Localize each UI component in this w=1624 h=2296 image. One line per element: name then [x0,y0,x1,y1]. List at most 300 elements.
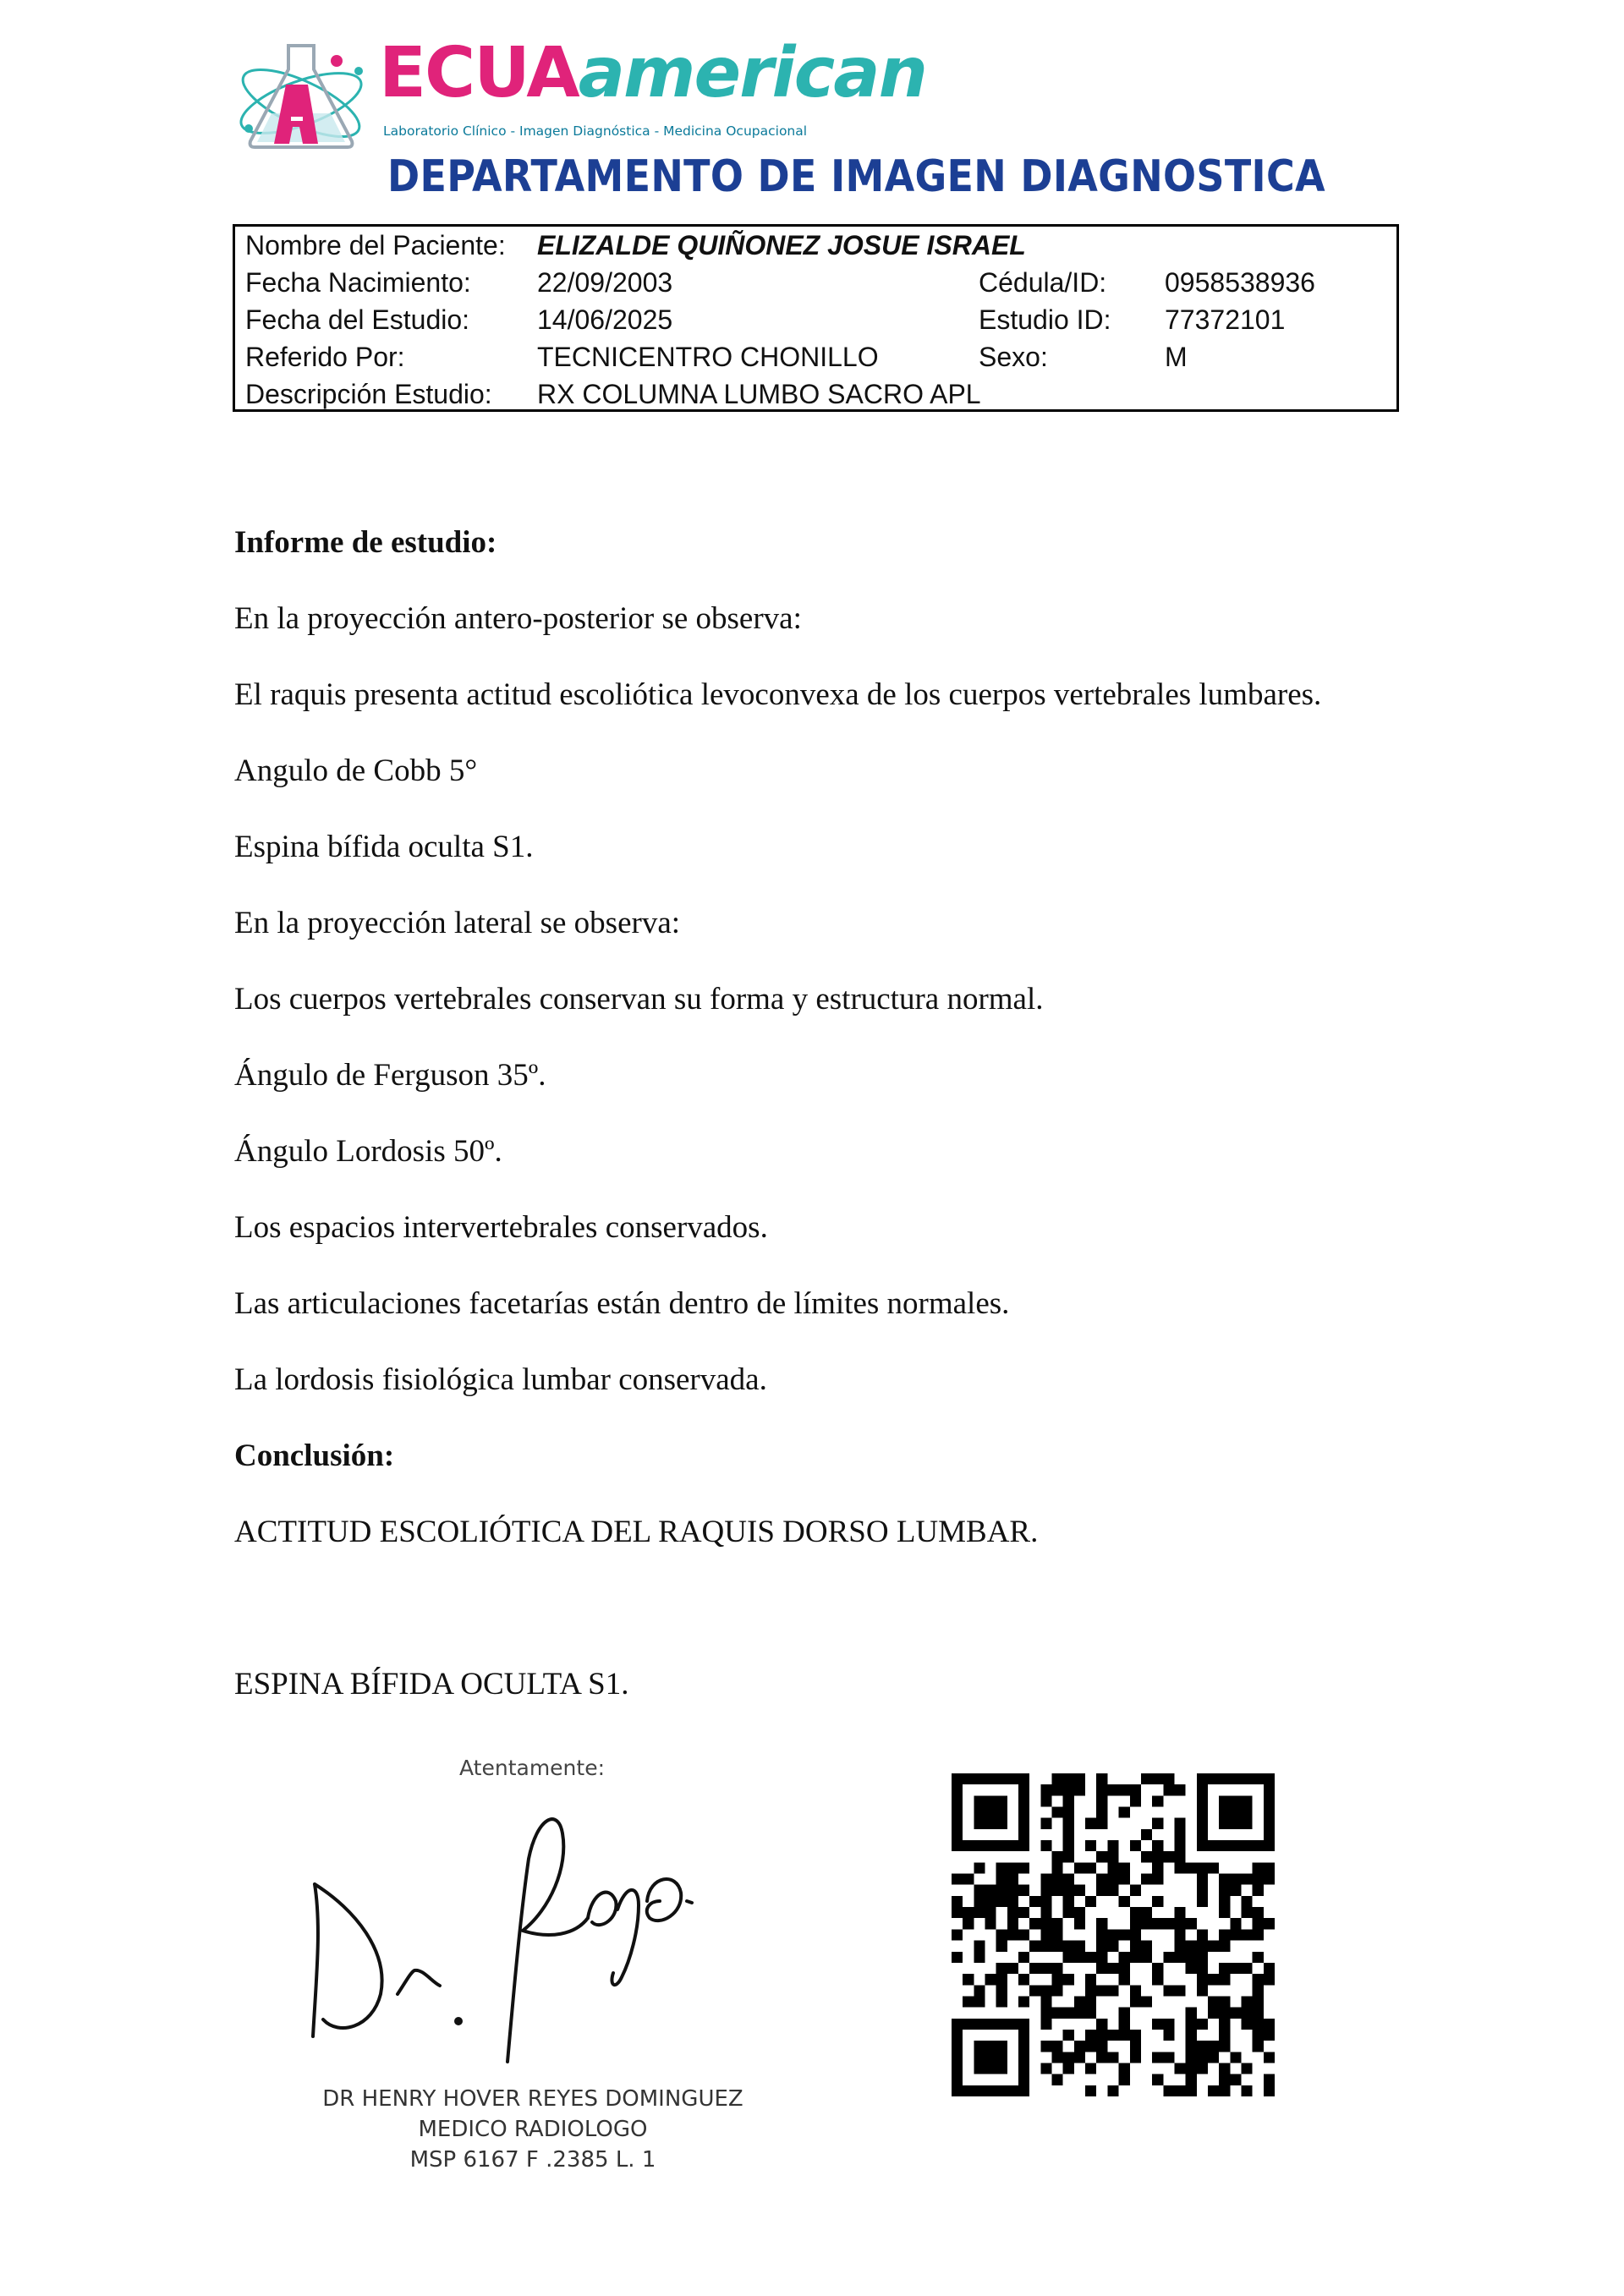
qr-module [1096,2019,1107,2030]
qr-module [1219,1996,1230,2007]
qr-module [1096,2052,1107,2063]
qr-module [1253,1773,1264,1784]
department-title: DEPARTAMENTO DE IMAGEN DIAGNOSTICA [387,151,1325,202]
qr-module [1074,1862,1085,1873]
qr-module [1141,1996,1152,2007]
patient-name-row [235,227,1396,264]
qr-module [996,2019,1007,2030]
qr-module [1141,1941,1152,1952]
qr-module [1007,1918,1018,1929]
qr-module [974,1985,985,1996]
qr-module [1219,2063,1230,2074]
handwritten-signature [304,1783,778,2087]
qr-module [1152,1862,1163,1873]
qr-module [996,1773,1007,1784]
report-line: Espina bífida oculta S1. [234,830,534,864]
qr-module [985,2041,996,2052]
qr-module [1063,2052,1074,2063]
qr-module [1130,1918,1141,1929]
qr-module [996,1885,1007,1896]
qr-module [1007,1840,1018,1851]
qr-module [1063,1773,1074,1784]
qr-module [1085,1840,1096,1851]
qr-module [1264,1818,1275,1829]
qr-module [1085,1974,1096,1985]
qr-module [996,1862,1007,1873]
report-line: En la proyección antero-posterior se observa: [234,601,802,636]
qr-module [1096,1941,1107,1952]
qr-module [1253,1974,1264,1985]
qr-module [1174,1907,1185,1918]
qr-module [1163,1851,1174,1862]
qr-module [1186,1963,1197,1974]
qr-module [1253,1874,1264,1885]
qr-module [1130,2041,1141,2052]
qr-module [1219,1795,1230,1806]
qr-module [1219,1896,1230,1907]
lab-flask-atom-icon [233,36,381,162]
qr-module [996,1985,1007,1996]
qr-module [1040,2063,1051,2074]
qr-module [1186,2074,1197,2085]
qr-module [996,1807,1007,1818]
qr-module [1130,1985,1141,1996]
qr-module [1119,1963,1130,1974]
qr-module [1152,1773,1163,1784]
qr-module [1197,1896,1208,1907]
qr-module [1040,1874,1051,1885]
qr-module [1063,1807,1074,1818]
qr-module [1163,2019,1174,2030]
qr-module [1241,1929,1252,1940]
qr-module [1052,1985,1063,1996]
qr-module [1018,1952,1029,1963]
sex-value: M [1165,342,1188,372]
qr-module [1219,1974,1230,1985]
qr-module [1219,1907,1230,1918]
qr-module [1253,1885,1264,1896]
qr-module [1063,1851,1074,1862]
qr-module [1219,1929,1230,1940]
qr-module [1063,2030,1074,2041]
qr-module [1040,1941,1051,1952]
description-value: RX COLUMNA LUMBO SACRO APL [537,379,981,409]
qr-module [1141,1773,1152,1784]
qr-module [996,1840,1007,1851]
qr-module [1018,2063,1029,2074]
qr-module [1107,2085,1118,2096]
qr-module [1264,1974,1275,1985]
qr-module [974,1818,985,1829]
qr-module [1096,1885,1107,1896]
qr-module [996,1963,1007,1974]
qr-module [1107,1784,1118,1795]
qr-module [1253,2030,1264,2041]
qr-module [996,1896,1007,1907]
brand-name-part1: ECUA [379,33,579,113]
description-row [235,375,1396,413]
qr-code-icon [952,1773,1275,2096]
qr-module [1186,2052,1197,2063]
qr-module [1174,1784,1185,1795]
qr-module [1007,1963,1018,1974]
qr-module [1186,1952,1197,1963]
qr-module [1230,1807,1241,1818]
qr-module [1174,1851,1185,1862]
qr-module [1096,1874,1107,1885]
qr-module [1253,2019,1264,2030]
qr-module [1174,1840,1185,1851]
qr-module [952,1840,963,1851]
qr-module [963,1918,974,1929]
qr-module [985,2085,996,2096]
qr-module [1074,1907,1085,1918]
qr-module [1241,1807,1252,1818]
qr-module [1186,2019,1197,2030]
qr-module [1141,1952,1152,1963]
qr-module [1063,1795,1074,1806]
qr-module [1197,1963,1208,1974]
patient-name-value: ELIZALDE QUIÑONEZ JOSUE ISRAEL [537,230,1026,260]
qr-module [1186,1862,1197,1873]
qr-module [1107,1874,1118,1885]
qr-module [963,1773,974,1784]
qr-module [1197,1985,1208,1996]
id-label: Cédula/ID: [979,267,1107,298]
qr-module [1119,2019,1130,2030]
qr-module [1074,1996,1085,2007]
qr-module [952,2052,963,2063]
qr-module [1174,1918,1185,1929]
qr-module [1241,2063,1252,2074]
qr-module [1085,1896,1096,1907]
qr-module [1040,1907,1051,1918]
qr-module [1052,2074,1063,2085]
qr-module [1074,1918,1085,1929]
qr-module [1040,1795,1051,1806]
qr-module [1119,1807,1130,1818]
qr-module [1018,1885,1029,1896]
qr-module [1107,1851,1118,1862]
qr-module [974,2019,985,2030]
qr-module [1186,1918,1197,1929]
qr-module [1063,1896,1074,1907]
qr-module [985,1773,996,1784]
qr-module [1085,1862,1096,1873]
qr-module [1152,1840,1163,1851]
qr-module [1096,1773,1107,1784]
qr-module [1052,1851,1063,1862]
qr-module [1096,1795,1107,1806]
qr-module [1018,2019,1029,2030]
report-body [234,524,1503,1742]
qr-module [1141,1907,1152,1918]
qr-module [1230,1963,1241,1974]
qr-module [1040,1985,1051,1996]
qr-module [996,2041,1007,2052]
qr-module [1074,1784,1085,1795]
report-line: Las articulaciones facetarías están dentro de límites normales. [234,1286,1010,1321]
qr-module [1063,1840,1074,1851]
qr-module [1230,1929,1241,1940]
qr-module [952,1907,963,1918]
qr-module [1074,1773,1085,1784]
qr-module [952,1784,963,1795]
qr-module [1241,1818,1252,1829]
qr-module [996,1795,1007,1806]
report-line: El raquis presenta actitud escoliótica levoconvexa de los cuerpos vertebrales lumbares. [234,677,1322,712]
qr-module [1018,1807,1029,1818]
qr-module [1230,1795,1241,1806]
qr-module [1197,1862,1208,1873]
qr-module [1253,1929,1264,1940]
qr-module [1141,1851,1152,1862]
study-date-row [235,301,1396,338]
qr-module [985,2063,996,2074]
qr-module [1163,1918,1174,1929]
report-line: Angulo de Cobb 5° [234,753,478,788]
qr-module [952,1829,963,1840]
qr-module [1241,1996,1252,2007]
qr-module [963,1907,974,1918]
patient-name-label: Nombre del Paciente: [245,230,506,260]
qr-module [1197,1773,1208,1784]
qr-module [1018,1907,1029,1918]
qr-module [1130,1795,1141,1806]
qr-module [1085,2041,1096,2052]
qr-module [1130,2052,1141,2063]
qr-module [1264,1829,1275,1840]
qr-module [1074,2052,1085,2063]
qr-module [1174,1862,1185,1873]
qr-module [1040,1840,1051,1851]
birth-date-label: Fecha Nacimiento: [245,267,471,298]
report-title: Informe de estudio: [234,525,497,560]
qr-module [1096,1851,1107,1862]
qr-module [1219,1963,1230,1974]
qr-module [963,2085,974,2096]
qr-module [1253,1862,1264,1873]
qr-module [1130,1996,1141,2007]
qr-module [1197,1818,1208,1829]
qr-module [1052,2008,1063,2019]
qr-module [1174,2085,1185,2096]
qr-module [1040,1885,1051,1896]
qr-module [1219,1874,1230,1885]
qr-module [1208,1862,1219,1873]
qr-module [1241,1907,1252,1918]
qr-module [1052,1885,1063,1896]
qr-module [1241,1896,1252,1907]
qr-module [1163,1985,1174,1996]
qr-module [952,1807,963,1818]
qr-module [1029,1941,1040,1952]
qr-module [1063,1829,1074,1840]
qr-module [1197,1840,1208,1851]
qr-module [1174,1829,1185,1840]
qr-module [1063,1907,1074,1918]
qr-module [952,2074,963,2085]
qr-module [1074,1941,1085,1952]
qr-module [1040,2019,1051,2030]
qr-module [1007,2085,1018,2096]
qr-module [1063,2008,1074,2019]
report-line: La lordosis fisiológica lumbar conservada. [234,1362,767,1397]
qr-module [1152,2052,1163,2063]
qr-module [1163,1784,1174,1795]
qr-module [1119,1896,1130,1907]
qr-module [1007,1896,1018,1907]
qr-module [1096,1985,1107,1996]
qr-module [985,1885,996,1896]
qr-module [1096,1963,1107,1974]
birth-date-row [235,264,1396,301]
qr-module [1063,1974,1074,1985]
qr-module [1253,1985,1264,1996]
qr-module [1007,1907,1018,1918]
qr-module [1219,2030,1230,2041]
qr-module [1264,2074,1275,2085]
qr-module [1264,1862,1275,1873]
qr-module [1264,1784,1275,1795]
qr-module [1208,2008,1219,2019]
qr-module [1264,2052,1275,2063]
qr-module [1074,1885,1085,1896]
qr-module [1107,1963,1118,1974]
qr-module [1219,1818,1230,1829]
qr-module [1264,2019,1275,2030]
qr-module [1119,2008,1130,2019]
qr-module [1040,1818,1051,1829]
qr-module [1063,1818,1074,1829]
qr-module [974,2052,985,2063]
qr-module [952,2041,963,2052]
qr-module [1219,1941,1230,1952]
qr-module [985,1840,996,1851]
qr-module [1174,1929,1185,1940]
qr-module [1018,1795,1029,1806]
qr-module [1018,1929,1029,1940]
qr-module [1063,1885,1074,1896]
qr-module [1152,2019,1163,2030]
qr-module [1208,1996,1219,2007]
qr-module [1007,1862,1018,1873]
qr-module [1219,2085,1230,2096]
qr-module [985,1907,996,1918]
qr-module [1085,2030,1096,2041]
qr-module [1230,1918,1241,1929]
qr-module [952,1896,963,1907]
qr-module [1018,1829,1029,1840]
qr-module [1230,1818,1241,1829]
qr-module [1208,1941,1219,1952]
qr-module [952,1874,963,1885]
qr-module [1040,1896,1051,1907]
qr-module [1096,2041,1107,2052]
qr-module [1219,2074,1230,2085]
referred-label: Referido Por: [245,342,405,372]
report-line: Los espacios intervertebrales conservados. [234,1210,768,1245]
qr-module [1163,2085,1174,2096]
qr-module [1197,1807,1208,1818]
qr-module [1029,1963,1040,1974]
qr-module [1230,2052,1241,2063]
qr-module [952,1795,963,1806]
qr-module [1186,2008,1197,2019]
qr-module [1040,2008,1051,2019]
qr-module [1007,2019,1018,2030]
qr-module [1052,1862,1063,1873]
qr-module [1208,1773,1219,1784]
brand-name-part2: american [578,33,926,113]
qr-module [1096,1918,1107,1929]
qr-module [1197,1952,1208,1963]
qr-module [1119,1862,1130,1873]
qr-module [1107,1862,1118,1873]
qr-module [996,1929,1007,1940]
qr-module [1040,1929,1051,1940]
qr-module [1197,1795,1208,1806]
qr-module [1197,1974,1208,1985]
qr-module [996,1874,1007,1885]
qr-module [1096,1818,1107,1829]
qr-module [952,2085,963,2096]
qr-module [1219,1773,1230,1784]
qr-module [1007,1773,1018,1784]
qr-module [985,1918,996,1929]
qr-module [963,1874,974,1885]
qr-module [974,1807,985,1818]
qr-module [1163,2052,1174,2063]
qr-module [1052,1941,1063,1952]
qr-module [952,2030,963,2041]
qr-module [1141,1829,1152,1840]
qr-module [1096,1807,1107,1818]
qr-module [1264,1795,1275,1806]
qr-module [1264,1963,1275,1974]
qr-module [1152,1795,1163,1806]
qr-module [974,2085,985,2096]
qr-module [1219,2041,1230,2052]
qr-module [974,1952,985,1963]
qr-module [1208,2085,1219,2096]
study-id-value: 77372101 [1165,304,1286,335]
qr-module [1130,1840,1141,1851]
id-value: 0958538936 [1165,267,1315,298]
qr-module [1052,1807,1063,1818]
qr-module [996,2085,1007,2096]
qr-module [1063,2063,1074,2074]
qr-module [1197,2063,1208,2074]
qr-module [1230,1874,1241,1885]
qr-module [1163,1773,1174,1784]
qr-module [1130,2030,1141,2041]
qr-module [1107,1885,1118,1896]
qr-module [1163,2030,1174,2041]
qr-module [1152,1851,1163,1862]
qr-module [1052,1874,1063,1885]
qr-module [1085,1818,1096,1829]
qr-module [1219,1885,1230,1896]
qr-module [1119,1974,1130,1985]
ecuaamerican-logo [233,33,926,162]
referred-value: TECNICENTRO CHONILLO [537,342,879,372]
qr-module [1197,1941,1208,1952]
qr-module [952,1773,963,1784]
patient-info-box [233,224,1399,412]
qr-module [1186,2030,1197,2041]
qr-module [1085,1996,1096,2007]
